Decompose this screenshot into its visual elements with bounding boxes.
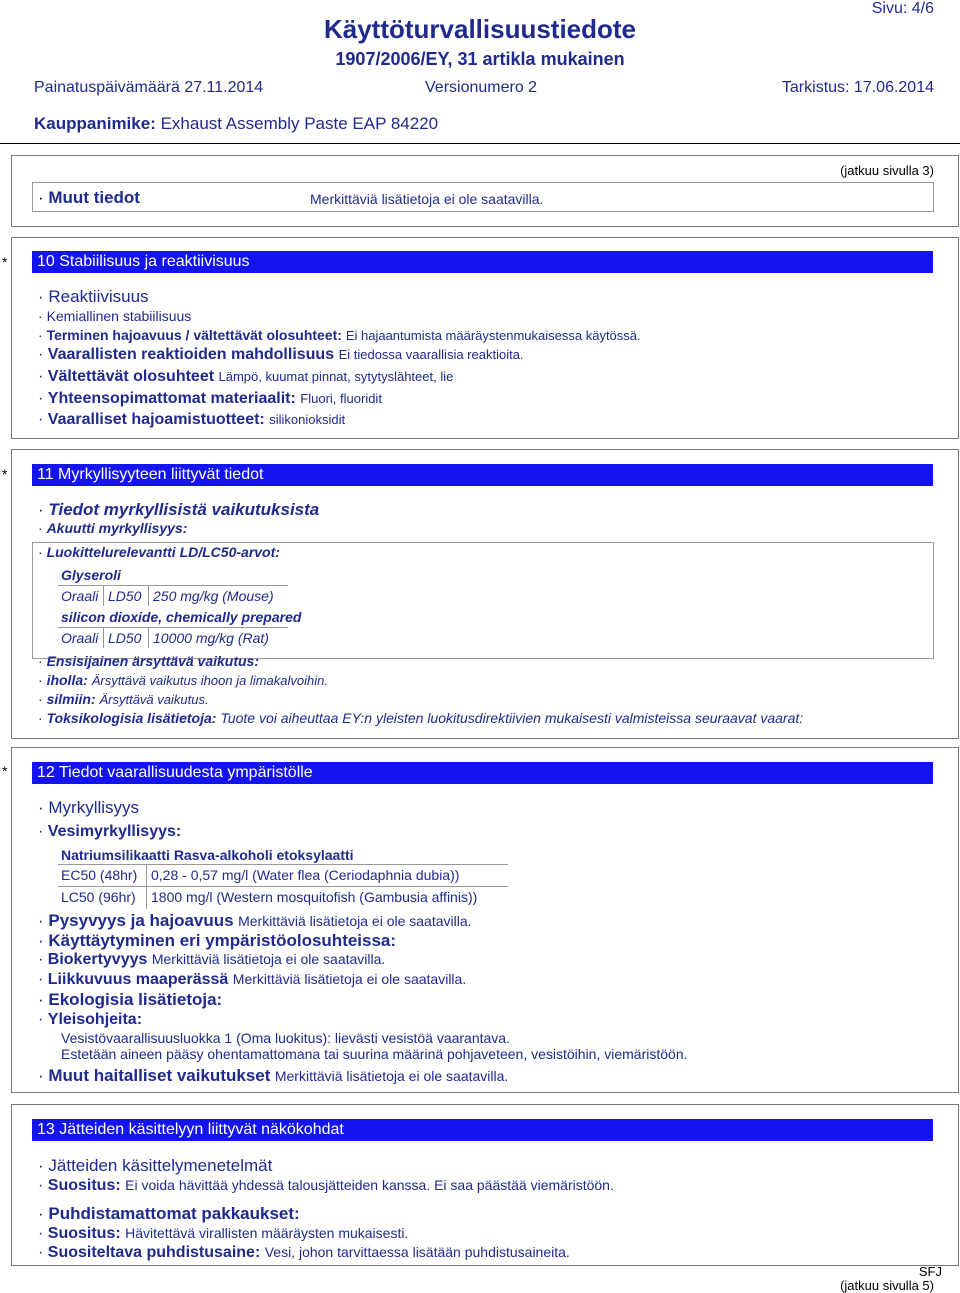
substance-silicon-dioxide: silicon dioxide, chemically prepared xyxy=(61,609,302,625)
aquatic-row-2-value: 1800 mg/l (Western mosquitofish (Gambusia affinis)) xyxy=(151,889,478,905)
uncleaned-packaging-heading: · Puhdistamattomat pakkaukset: xyxy=(38,1204,300,1223)
ld50-row-1-route: Oraali xyxy=(61,588,99,604)
acute-toxicity-heading: · Akuutti myrkyllisyys: xyxy=(38,520,188,536)
page-number: Sivu: 4/6 xyxy=(871,0,934,17)
aquatic-row-1-type: EC50 (48hr) xyxy=(61,867,138,883)
recommendation-line-2: · Suositus: Hävitettävä virallisten määräysten mukaisesti. xyxy=(38,1225,409,1242)
ld50-row-2-value: 10000 mg/kg (Rat) xyxy=(153,630,269,646)
cell-divider xyxy=(148,628,149,648)
aquatic-toxicity-heading: · Vesimyrkyllisyys: xyxy=(38,823,182,840)
other-adverse-effects-line: · Muut haitalliset vaikutukset Merkittäviä lisätietoja ei ole saatavilla. xyxy=(38,1066,509,1085)
cell-divider xyxy=(103,628,104,648)
hazardous-reactions-line: · Vaarallisten reaktioiden mahdollisuus Ei tiedossa vaarallisia reaktioita. xyxy=(38,346,524,363)
document-subtitle: 1907/2006/EY, 31 artikla mukainen xyxy=(335,49,625,69)
continued-from-note: (jatkuu sivulla 3) xyxy=(840,163,934,178)
other-info-value: Merkittäviä lisätietoja ei ole saatavilla. xyxy=(310,191,544,207)
ecological-info-heading: · Ekologisia lisätietoja: xyxy=(38,990,223,1009)
substance-glycerol: Glyseroli xyxy=(61,567,121,583)
incompatible-materials-line: · Yhteensopimattomat materiaalit: Fluori, fluoridit xyxy=(38,390,382,407)
section-12-star: * xyxy=(2,763,8,779)
skin-irritation-line: · iholla: Ärsyttävä vaikutus ihoon ja limakalvoihin. xyxy=(38,672,328,688)
primary-irritant-heading: · Ensisijainen ärsyttävä vaikutus: xyxy=(38,653,259,669)
trade-name-line xyxy=(34,114,438,134)
ld50-row-1-type: LD50 xyxy=(108,588,142,604)
ld50-row-1-value: 250 mg/kg (Mouse) xyxy=(153,588,274,604)
ld50-row-2-type: LD50 xyxy=(108,630,142,646)
bioaccumulation-line: · Biokertyvyys Merkittäviä lisätietoja ei ole saatavilla. xyxy=(38,951,386,968)
section-12-header: 12 Tiedot vaarallisuudesta ympäristölle xyxy=(32,762,933,784)
version-number: Versionumero 2 xyxy=(425,79,538,96)
persistence-line: · Pysyvyys ja hajoavuus Merkittäviä lisätietoja ei ole saatavilla. xyxy=(38,911,472,930)
trade-name-value: Exhaust Assembly Paste EAP 84220 xyxy=(160,114,439,133)
waste-methods-heading: · Jätteiden käsittelymenetelmät xyxy=(38,1156,273,1175)
cell-divider xyxy=(103,586,104,606)
chemical-stability-heading: · Kemiallinen stabiilisuus xyxy=(38,308,192,324)
revision-date: Tarkistus: 17.06.2014 xyxy=(781,79,934,96)
footer-code: SFJ xyxy=(918,1264,942,1279)
section-11-star: * xyxy=(2,466,8,482)
recommendation-line-1: · Suositus: Ei voida hävittää yhdessä talousjätteiden kanssa. Ei saa päästää viemäristöön. xyxy=(38,1177,614,1194)
aquatic-row-2-type: LC50 (96hr) xyxy=(61,889,136,905)
section-13-header: 13 Jätteiden käsittelyyn liittyvät näkökohdat xyxy=(32,1119,933,1141)
decomposition-products-line: · Vaaralliset hajoamistuotteet: silikonioksidit xyxy=(38,411,346,428)
toxicological-info-line: · Toksikologisia lisätietoja: Tuote voi aiheuttaa EY:n yleisten luokitusdirektiivien mukaisesti valmisteissa seuraavat vaarat: xyxy=(38,710,804,726)
continued-on-note: (jatkuu sivulla 5) xyxy=(840,1278,934,1293)
print-date: Painatuspäivämäärä 27.11.2014 xyxy=(34,79,264,96)
other-info-label: · Muut tiedot xyxy=(38,188,140,207)
ld50-values-heading: · Luokittelurelevantti LD/LC50-arvot: xyxy=(38,544,280,560)
document-title: Käyttöturvallisuustiedote xyxy=(323,14,637,44)
section-10-header: 10 Stabiilisuus ja reaktiivisuus xyxy=(32,251,933,273)
toxicity-heading: · Myrkyllisyys xyxy=(38,798,140,817)
aquatic-table-divider xyxy=(58,886,508,887)
general-note-1: Vesistövaarallisuusluokka 1 (Oma luokitus): lievästi vesistöä vaarantava. xyxy=(61,1030,510,1046)
reactivity-heading: · Reaktiivisuus xyxy=(38,287,149,306)
section-10-star: * xyxy=(2,254,8,270)
toxic-effects-heading: · Tiedot myrkyllisistä vaikutuksista xyxy=(38,500,320,519)
cell-divider xyxy=(148,586,149,606)
section-11-header: 11 Myrkyllisyyteen liittyvät tiedot xyxy=(32,464,933,486)
environmental-behavior-heading: · Käyttäytyminen eri ympäristöolosuhteissa: xyxy=(38,931,397,950)
eye-irritation-line: · silmiin: Ärsyttävä vaikutus. xyxy=(38,691,209,707)
cell-divider xyxy=(146,865,147,909)
trade-name-label: Kauppanimike: xyxy=(34,114,156,133)
aquatic-row-1-value: 0,28 - 0,57 mg/l (Water flea (Ceriodaphnia dubia)) xyxy=(151,867,460,883)
thermal-decomposition-line: · Terminen hajoavuus / vältettävät olosuhteet: Ei hajaantumista määräystenmukaisessa käytössä. xyxy=(38,327,641,343)
aquatic-table-divider xyxy=(58,864,508,865)
general-notes-heading: · Yleisohjeita: xyxy=(38,1011,143,1028)
general-note-2: Estetään aineen pääsy ohentamattomana tai suurina määrinä pohjaveteen, vesistöihin, viemäristöön. xyxy=(61,1046,688,1062)
conditions-to-avoid-line: · Vältettävät olosuhteet Lämpö, kuumat pinnat, sytytyslähteet, lie xyxy=(38,368,454,385)
aquatic-substance: Natriumsilikaatti Rasva-alkoholi etoksylaatti xyxy=(61,847,354,863)
soil-mobility-line: · Liikkuvuus maaperässä Merkittäviä lisätietoja ei ole saatavilla. xyxy=(38,971,467,988)
header-divider xyxy=(0,143,960,144)
ld50-row-2-route: Oraali xyxy=(61,630,99,646)
cleaning-agent-line: · Suositeltava puhdistusaine: Vesi, johon tarvittaessa lisätään puhdistusaineita. xyxy=(38,1244,570,1261)
